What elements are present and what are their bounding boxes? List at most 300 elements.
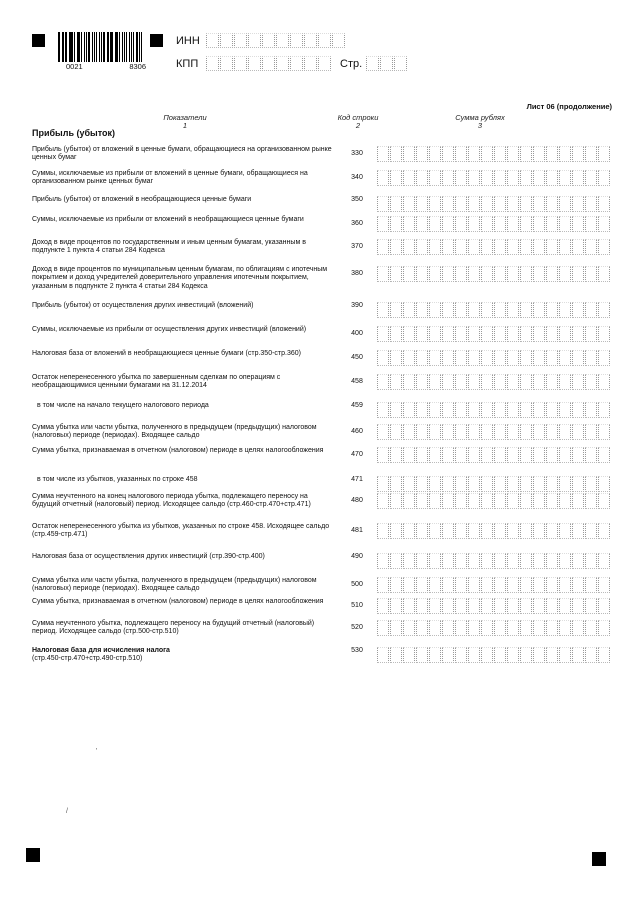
amount-cell[interactable] xyxy=(390,476,402,492)
amount-cell[interactable] xyxy=(559,553,571,569)
kpp-cell[interactable] xyxy=(262,56,275,71)
amount-cell[interactable] xyxy=(468,577,480,593)
amount-cell[interactable] xyxy=(455,424,467,440)
amount-cell[interactable] xyxy=(559,402,571,418)
amount-cell[interactable] xyxy=(403,239,415,255)
amount-cell[interactable] xyxy=(429,326,441,342)
amount-cell[interactable] xyxy=(507,350,519,366)
amount-cell[interactable] xyxy=(520,476,532,492)
amount-field[interactable] xyxy=(377,350,610,366)
amount-cell[interactable] xyxy=(416,424,428,440)
amount-cell[interactable] xyxy=(481,647,493,663)
amount-cell[interactable] xyxy=(598,326,610,342)
amount-cell[interactable] xyxy=(403,647,415,663)
amount-cell[interactable] xyxy=(598,350,610,366)
amount-cell[interactable] xyxy=(481,196,493,212)
amount-cell[interactable] xyxy=(377,170,389,186)
amount-field[interactable] xyxy=(377,493,610,509)
amount-cell[interactable] xyxy=(390,598,402,614)
amount-cell[interactable] xyxy=(442,647,454,663)
amount-cell[interactable] xyxy=(481,239,493,255)
amount-field[interactable] xyxy=(377,402,610,418)
amount-cell[interactable] xyxy=(585,620,597,636)
amount-cell[interactable] xyxy=(377,620,389,636)
amount-cell[interactable] xyxy=(520,493,532,509)
inn-cell[interactable] xyxy=(332,33,345,48)
amount-cell[interactable] xyxy=(442,577,454,593)
amount-field[interactable] xyxy=(377,170,610,186)
amount-cell[interactable] xyxy=(572,239,584,255)
amount-cell[interactable] xyxy=(533,553,545,569)
amount-cell[interactable] xyxy=(468,402,480,418)
amount-cell[interactable] xyxy=(481,170,493,186)
amount-cell[interactable] xyxy=(442,239,454,255)
amount-cell[interactable] xyxy=(429,553,441,569)
amount-cell[interactable] xyxy=(507,577,519,593)
amount-cell[interactable] xyxy=(572,326,584,342)
amount-cell[interactable] xyxy=(520,216,532,232)
amount-cell[interactable] xyxy=(468,350,480,366)
amount-cell[interactable] xyxy=(377,553,389,569)
amount-cell[interactable] xyxy=(403,493,415,509)
page-cell[interactable] xyxy=(394,56,407,71)
amount-cell[interactable] xyxy=(390,196,402,212)
amount-cell[interactable] xyxy=(559,350,571,366)
amount-cell[interactable] xyxy=(416,647,428,663)
amount-cell[interactable] xyxy=(494,302,506,318)
amount-cell[interactable] xyxy=(507,266,519,282)
amount-cell[interactable] xyxy=(468,170,480,186)
amount-cell[interactable] xyxy=(429,598,441,614)
amount-field[interactable] xyxy=(377,553,610,569)
kpp-cell[interactable] xyxy=(220,56,233,71)
amount-cell[interactable] xyxy=(533,266,545,282)
amount-cell[interactable] xyxy=(442,553,454,569)
amount-cell[interactable] xyxy=(559,216,571,232)
amount-cell[interactable] xyxy=(572,196,584,212)
amount-cell[interactable] xyxy=(481,302,493,318)
amount-cell[interactable] xyxy=(442,196,454,212)
amount-cell[interactable] xyxy=(585,196,597,212)
amount-cell[interactable] xyxy=(390,577,402,593)
amount-field[interactable] xyxy=(377,476,610,492)
amount-cell[interactable] xyxy=(494,493,506,509)
amount-cell[interactable] xyxy=(546,170,558,186)
amount-cell[interactable] xyxy=(377,523,389,539)
amount-cell[interactable] xyxy=(585,647,597,663)
amount-cell[interactable] xyxy=(585,239,597,255)
amount-cell[interactable] xyxy=(559,196,571,212)
amount-cell[interactable] xyxy=(377,447,389,463)
amount-cell[interactable] xyxy=(598,216,610,232)
amount-cell[interactable] xyxy=(416,447,428,463)
amount-cell[interactable] xyxy=(481,523,493,539)
amount-cell[interactable] xyxy=(546,424,558,440)
amount-cell[interactable] xyxy=(468,598,480,614)
amount-cell[interactable] xyxy=(559,620,571,636)
amount-cell[interactable] xyxy=(546,647,558,663)
amount-cell[interactable] xyxy=(481,598,493,614)
amount-cell[interactable] xyxy=(507,239,519,255)
amount-cell[interactable] xyxy=(377,302,389,318)
amount-cell[interactable] xyxy=(585,146,597,162)
amount-cell[interactable] xyxy=(598,493,610,509)
amount-cell[interactable] xyxy=(403,553,415,569)
amount-cell[interactable] xyxy=(559,146,571,162)
amount-cell[interactable] xyxy=(507,326,519,342)
amount-cell[interactable] xyxy=(455,523,467,539)
amount-cell[interactable] xyxy=(429,216,441,232)
amount-cell[interactable] xyxy=(403,577,415,593)
amount-cell[interactable] xyxy=(520,302,532,318)
amount-cell[interactable] xyxy=(507,302,519,318)
amount-cell[interactable] xyxy=(442,216,454,232)
amount-cell[interactable] xyxy=(585,493,597,509)
amount-cell[interactable] xyxy=(572,523,584,539)
amount-cell[interactable] xyxy=(442,620,454,636)
amount-cell[interactable] xyxy=(442,374,454,390)
amount-cell[interactable] xyxy=(403,196,415,212)
amount-cell[interactable] xyxy=(455,239,467,255)
amount-cell[interactable] xyxy=(416,523,428,539)
amount-cell[interactable] xyxy=(585,447,597,463)
amount-cell[interactable] xyxy=(572,302,584,318)
amount-cell[interactable] xyxy=(455,598,467,614)
inn-cell[interactable] xyxy=(276,33,289,48)
amount-cell[interactable] xyxy=(481,620,493,636)
amount-cell[interactable] xyxy=(390,239,402,255)
amount-cell[interactable] xyxy=(416,402,428,418)
amount-cell[interactable] xyxy=(533,598,545,614)
amount-cell[interactable] xyxy=(533,402,545,418)
amount-cell[interactable] xyxy=(546,493,558,509)
amount-field[interactable] xyxy=(377,326,610,342)
inn-cell[interactable] xyxy=(220,33,233,48)
amount-cell[interactable] xyxy=(598,302,610,318)
amount-field[interactable] xyxy=(377,302,610,318)
amount-cell[interactable] xyxy=(559,598,571,614)
amount-field[interactable] xyxy=(377,239,610,255)
page-cell[interactable] xyxy=(366,56,379,71)
amount-cell[interactable] xyxy=(390,620,402,636)
amount-cell[interactable] xyxy=(494,350,506,366)
amount-cell[interactable] xyxy=(507,216,519,232)
amount-cell[interactable] xyxy=(494,553,506,569)
amount-cell[interactable] xyxy=(481,374,493,390)
amount-cell[interactable] xyxy=(377,402,389,418)
amount-cell[interactable] xyxy=(377,266,389,282)
kpp-cell[interactable] xyxy=(206,56,219,71)
amount-cell[interactable] xyxy=(585,326,597,342)
amount-cell[interactable] xyxy=(533,302,545,318)
amount-cell[interactable] xyxy=(494,598,506,614)
amount-cell[interactable] xyxy=(598,146,610,162)
amount-cell[interactable] xyxy=(598,523,610,539)
amount-cell[interactable] xyxy=(429,493,441,509)
amount-cell[interactable] xyxy=(455,374,467,390)
inn-cell[interactable] xyxy=(248,33,261,48)
amount-cell[interactable] xyxy=(481,476,493,492)
amount-cell[interactable] xyxy=(559,476,571,492)
amount-cell[interactable] xyxy=(533,239,545,255)
amount-cell[interactable] xyxy=(403,350,415,366)
amount-cell[interactable] xyxy=(429,266,441,282)
kpp-cell[interactable] xyxy=(276,56,289,71)
amount-cell[interactable] xyxy=(546,402,558,418)
amount-cell[interactable] xyxy=(468,620,480,636)
amount-field[interactable] xyxy=(377,620,610,636)
amount-cell[interactable] xyxy=(546,523,558,539)
amount-cell[interactable] xyxy=(442,447,454,463)
amount-cell[interactable] xyxy=(390,266,402,282)
amount-cell[interactable] xyxy=(390,350,402,366)
amount-cell[interactable] xyxy=(403,476,415,492)
amount-cell[interactable] xyxy=(455,476,467,492)
amount-cell[interactable] xyxy=(546,374,558,390)
amount-cell[interactable] xyxy=(585,598,597,614)
amount-cell[interactable] xyxy=(598,374,610,390)
amount-cell[interactable] xyxy=(455,647,467,663)
page-cell[interactable] xyxy=(380,56,393,71)
amount-cell[interactable] xyxy=(429,146,441,162)
amount-cell[interactable] xyxy=(455,170,467,186)
amount-cell[interactable] xyxy=(520,170,532,186)
amount-field[interactable] xyxy=(377,598,610,614)
amount-cell[interactable] xyxy=(559,374,571,390)
amount-cell[interactable] xyxy=(416,476,428,492)
amount-cell[interactable] xyxy=(585,523,597,539)
amount-cell[interactable] xyxy=(546,350,558,366)
amount-cell[interactable] xyxy=(533,523,545,539)
amount-cell[interactable] xyxy=(546,620,558,636)
amount-cell[interactable] xyxy=(598,424,610,440)
amount-cell[interactable] xyxy=(468,196,480,212)
amount-cell[interactable] xyxy=(585,553,597,569)
amount-cell[interactable] xyxy=(507,374,519,390)
amount-cell[interactable] xyxy=(598,266,610,282)
amount-cell[interactable] xyxy=(390,146,402,162)
amount-cell[interactable] xyxy=(377,577,389,593)
amount-cell[interactable] xyxy=(598,239,610,255)
amount-cell[interactable] xyxy=(494,374,506,390)
amount-cell[interactable] xyxy=(520,146,532,162)
amount-cell[interactable] xyxy=(403,523,415,539)
amount-cell[interactable] xyxy=(442,266,454,282)
amount-field[interactable] xyxy=(377,266,610,282)
amount-cell[interactable] xyxy=(546,553,558,569)
inn-cell[interactable] xyxy=(262,33,275,48)
amount-cell[interactable] xyxy=(533,374,545,390)
amount-cell[interactable] xyxy=(507,647,519,663)
amount-cell[interactable] xyxy=(533,424,545,440)
amount-cell[interactable] xyxy=(481,146,493,162)
amount-cell[interactable] xyxy=(481,216,493,232)
amount-cell[interactable] xyxy=(455,350,467,366)
amount-cell[interactable] xyxy=(442,523,454,539)
amount-cell[interactable] xyxy=(377,476,389,492)
amount-cell[interactable] xyxy=(507,493,519,509)
amount-cell[interactable] xyxy=(494,170,506,186)
amount-cell[interactable] xyxy=(403,170,415,186)
amount-cell[interactable] xyxy=(533,216,545,232)
amount-cell[interactable] xyxy=(455,302,467,318)
amount-cell[interactable] xyxy=(494,424,506,440)
amount-cell[interactable] xyxy=(585,302,597,318)
amount-cell[interactable] xyxy=(533,196,545,212)
amount-cell[interactable] xyxy=(494,326,506,342)
amount-cell[interactable] xyxy=(481,350,493,366)
amount-cell[interactable] xyxy=(429,302,441,318)
kpp-cell[interactable] xyxy=(304,56,317,71)
amount-cell[interactable] xyxy=(598,196,610,212)
kpp-cell[interactable] xyxy=(234,56,247,71)
amount-cell[interactable] xyxy=(416,170,428,186)
amount-cell[interactable] xyxy=(416,146,428,162)
amount-cell[interactable] xyxy=(572,402,584,418)
amount-cell[interactable] xyxy=(520,326,532,342)
amount-cell[interactable] xyxy=(598,170,610,186)
amount-cell[interactable] xyxy=(572,447,584,463)
amount-cell[interactable] xyxy=(455,216,467,232)
amount-cell[interactable] xyxy=(585,402,597,418)
amount-field[interactable] xyxy=(377,216,610,232)
amount-field[interactable] xyxy=(377,424,610,440)
amount-cell[interactable] xyxy=(520,647,532,663)
amount-cell[interactable] xyxy=(442,326,454,342)
amount-cell[interactable] xyxy=(455,447,467,463)
amount-cell[interactable] xyxy=(572,647,584,663)
amount-cell[interactable] xyxy=(520,598,532,614)
amount-cell[interactable] xyxy=(429,647,441,663)
amount-cell[interactable] xyxy=(572,170,584,186)
amount-cell[interactable] xyxy=(559,647,571,663)
amount-cell[interactable] xyxy=(403,146,415,162)
amount-cell[interactable] xyxy=(546,196,558,212)
amount-cell[interactable] xyxy=(533,447,545,463)
amount-cell[interactable] xyxy=(416,196,428,212)
amount-cell[interactable] xyxy=(455,553,467,569)
amount-cell[interactable] xyxy=(559,577,571,593)
amount-cell[interactable] xyxy=(442,170,454,186)
kpp-cell[interactable] xyxy=(290,56,303,71)
amount-cell[interactable] xyxy=(468,326,480,342)
amount-cell[interactable] xyxy=(598,647,610,663)
amount-cell[interactable] xyxy=(533,350,545,366)
amount-cell[interactable] xyxy=(520,374,532,390)
amount-cell[interactable] xyxy=(468,447,480,463)
amount-cell[interactable] xyxy=(416,326,428,342)
amount-cell[interactable] xyxy=(390,302,402,318)
amount-cell[interactable] xyxy=(572,476,584,492)
amount-cell[interactable] xyxy=(559,239,571,255)
amount-cell[interactable] xyxy=(429,447,441,463)
amount-cell[interactable] xyxy=(468,647,480,663)
amount-cell[interactable] xyxy=(520,620,532,636)
kpp-cell[interactable] xyxy=(318,56,331,71)
amount-cell[interactable] xyxy=(377,196,389,212)
amount-cell[interactable] xyxy=(377,424,389,440)
amount-cell[interactable] xyxy=(390,424,402,440)
amount-cell[interactable] xyxy=(403,447,415,463)
amount-cell[interactable] xyxy=(546,146,558,162)
amount-cell[interactable] xyxy=(390,553,402,569)
amount-cell[interactable] xyxy=(442,302,454,318)
amount-cell[interactable] xyxy=(390,374,402,390)
amount-cell[interactable] xyxy=(390,326,402,342)
amount-cell[interactable] xyxy=(507,523,519,539)
amount-cell[interactable] xyxy=(429,170,441,186)
inn-field[interactable] xyxy=(206,33,345,48)
amount-cell[interactable] xyxy=(455,196,467,212)
amount-cell[interactable] xyxy=(442,402,454,418)
amount-cell[interactable] xyxy=(546,216,558,232)
amount-cell[interactable] xyxy=(494,447,506,463)
amount-cell[interactable] xyxy=(455,266,467,282)
amount-cell[interactable] xyxy=(481,447,493,463)
amount-cell[interactable] xyxy=(533,170,545,186)
amount-cell[interactable] xyxy=(520,553,532,569)
amount-cell[interactable] xyxy=(546,598,558,614)
amount-cell[interactable] xyxy=(416,216,428,232)
amount-cell[interactable] xyxy=(520,402,532,418)
amount-cell[interactable] xyxy=(559,266,571,282)
amount-cell[interactable] xyxy=(546,476,558,492)
amount-cell[interactable] xyxy=(546,239,558,255)
amount-cell[interactable] xyxy=(585,216,597,232)
amount-cell[interactable] xyxy=(533,620,545,636)
amount-cell[interactable] xyxy=(546,577,558,593)
amount-cell[interactable] xyxy=(507,424,519,440)
amount-field[interactable] xyxy=(377,647,610,663)
amount-cell[interactable] xyxy=(494,239,506,255)
amount-cell[interactable] xyxy=(546,326,558,342)
amount-cell[interactable] xyxy=(442,493,454,509)
amount-cell[interactable] xyxy=(403,326,415,342)
amount-cell[interactable] xyxy=(572,424,584,440)
amount-cell[interactable] xyxy=(429,196,441,212)
amount-cell[interactable] xyxy=(572,620,584,636)
amount-cell[interactable] xyxy=(481,553,493,569)
inn-cell[interactable] xyxy=(290,33,303,48)
amount-cell[interactable] xyxy=(494,196,506,212)
amount-cell[interactable] xyxy=(598,620,610,636)
page-number-field[interactable] xyxy=(366,56,407,71)
amount-cell[interactable] xyxy=(481,266,493,282)
amount-cell[interactable] xyxy=(481,493,493,509)
amount-cell[interactable] xyxy=(468,523,480,539)
amount-cell[interactable] xyxy=(559,170,571,186)
amount-cell[interactable] xyxy=(520,577,532,593)
amount-cell[interactable] xyxy=(559,302,571,318)
amount-field[interactable] xyxy=(377,196,610,212)
amount-cell[interactable] xyxy=(416,239,428,255)
amount-cell[interactable] xyxy=(481,326,493,342)
amount-cell[interactable] xyxy=(416,598,428,614)
amount-cell[interactable] xyxy=(390,493,402,509)
kpp-cell[interactable] xyxy=(248,56,261,71)
amount-cell[interactable] xyxy=(598,402,610,418)
amount-cell[interactable] xyxy=(468,476,480,492)
amount-cell[interactable] xyxy=(507,402,519,418)
amount-cell[interactable] xyxy=(494,577,506,593)
amount-cell[interactable] xyxy=(494,620,506,636)
amount-cell[interactable] xyxy=(507,447,519,463)
inn-cell[interactable] xyxy=(206,33,219,48)
amount-cell[interactable] xyxy=(429,523,441,539)
amount-cell[interactable] xyxy=(533,146,545,162)
amount-cell[interactable] xyxy=(455,402,467,418)
amount-cell[interactable] xyxy=(390,216,402,232)
